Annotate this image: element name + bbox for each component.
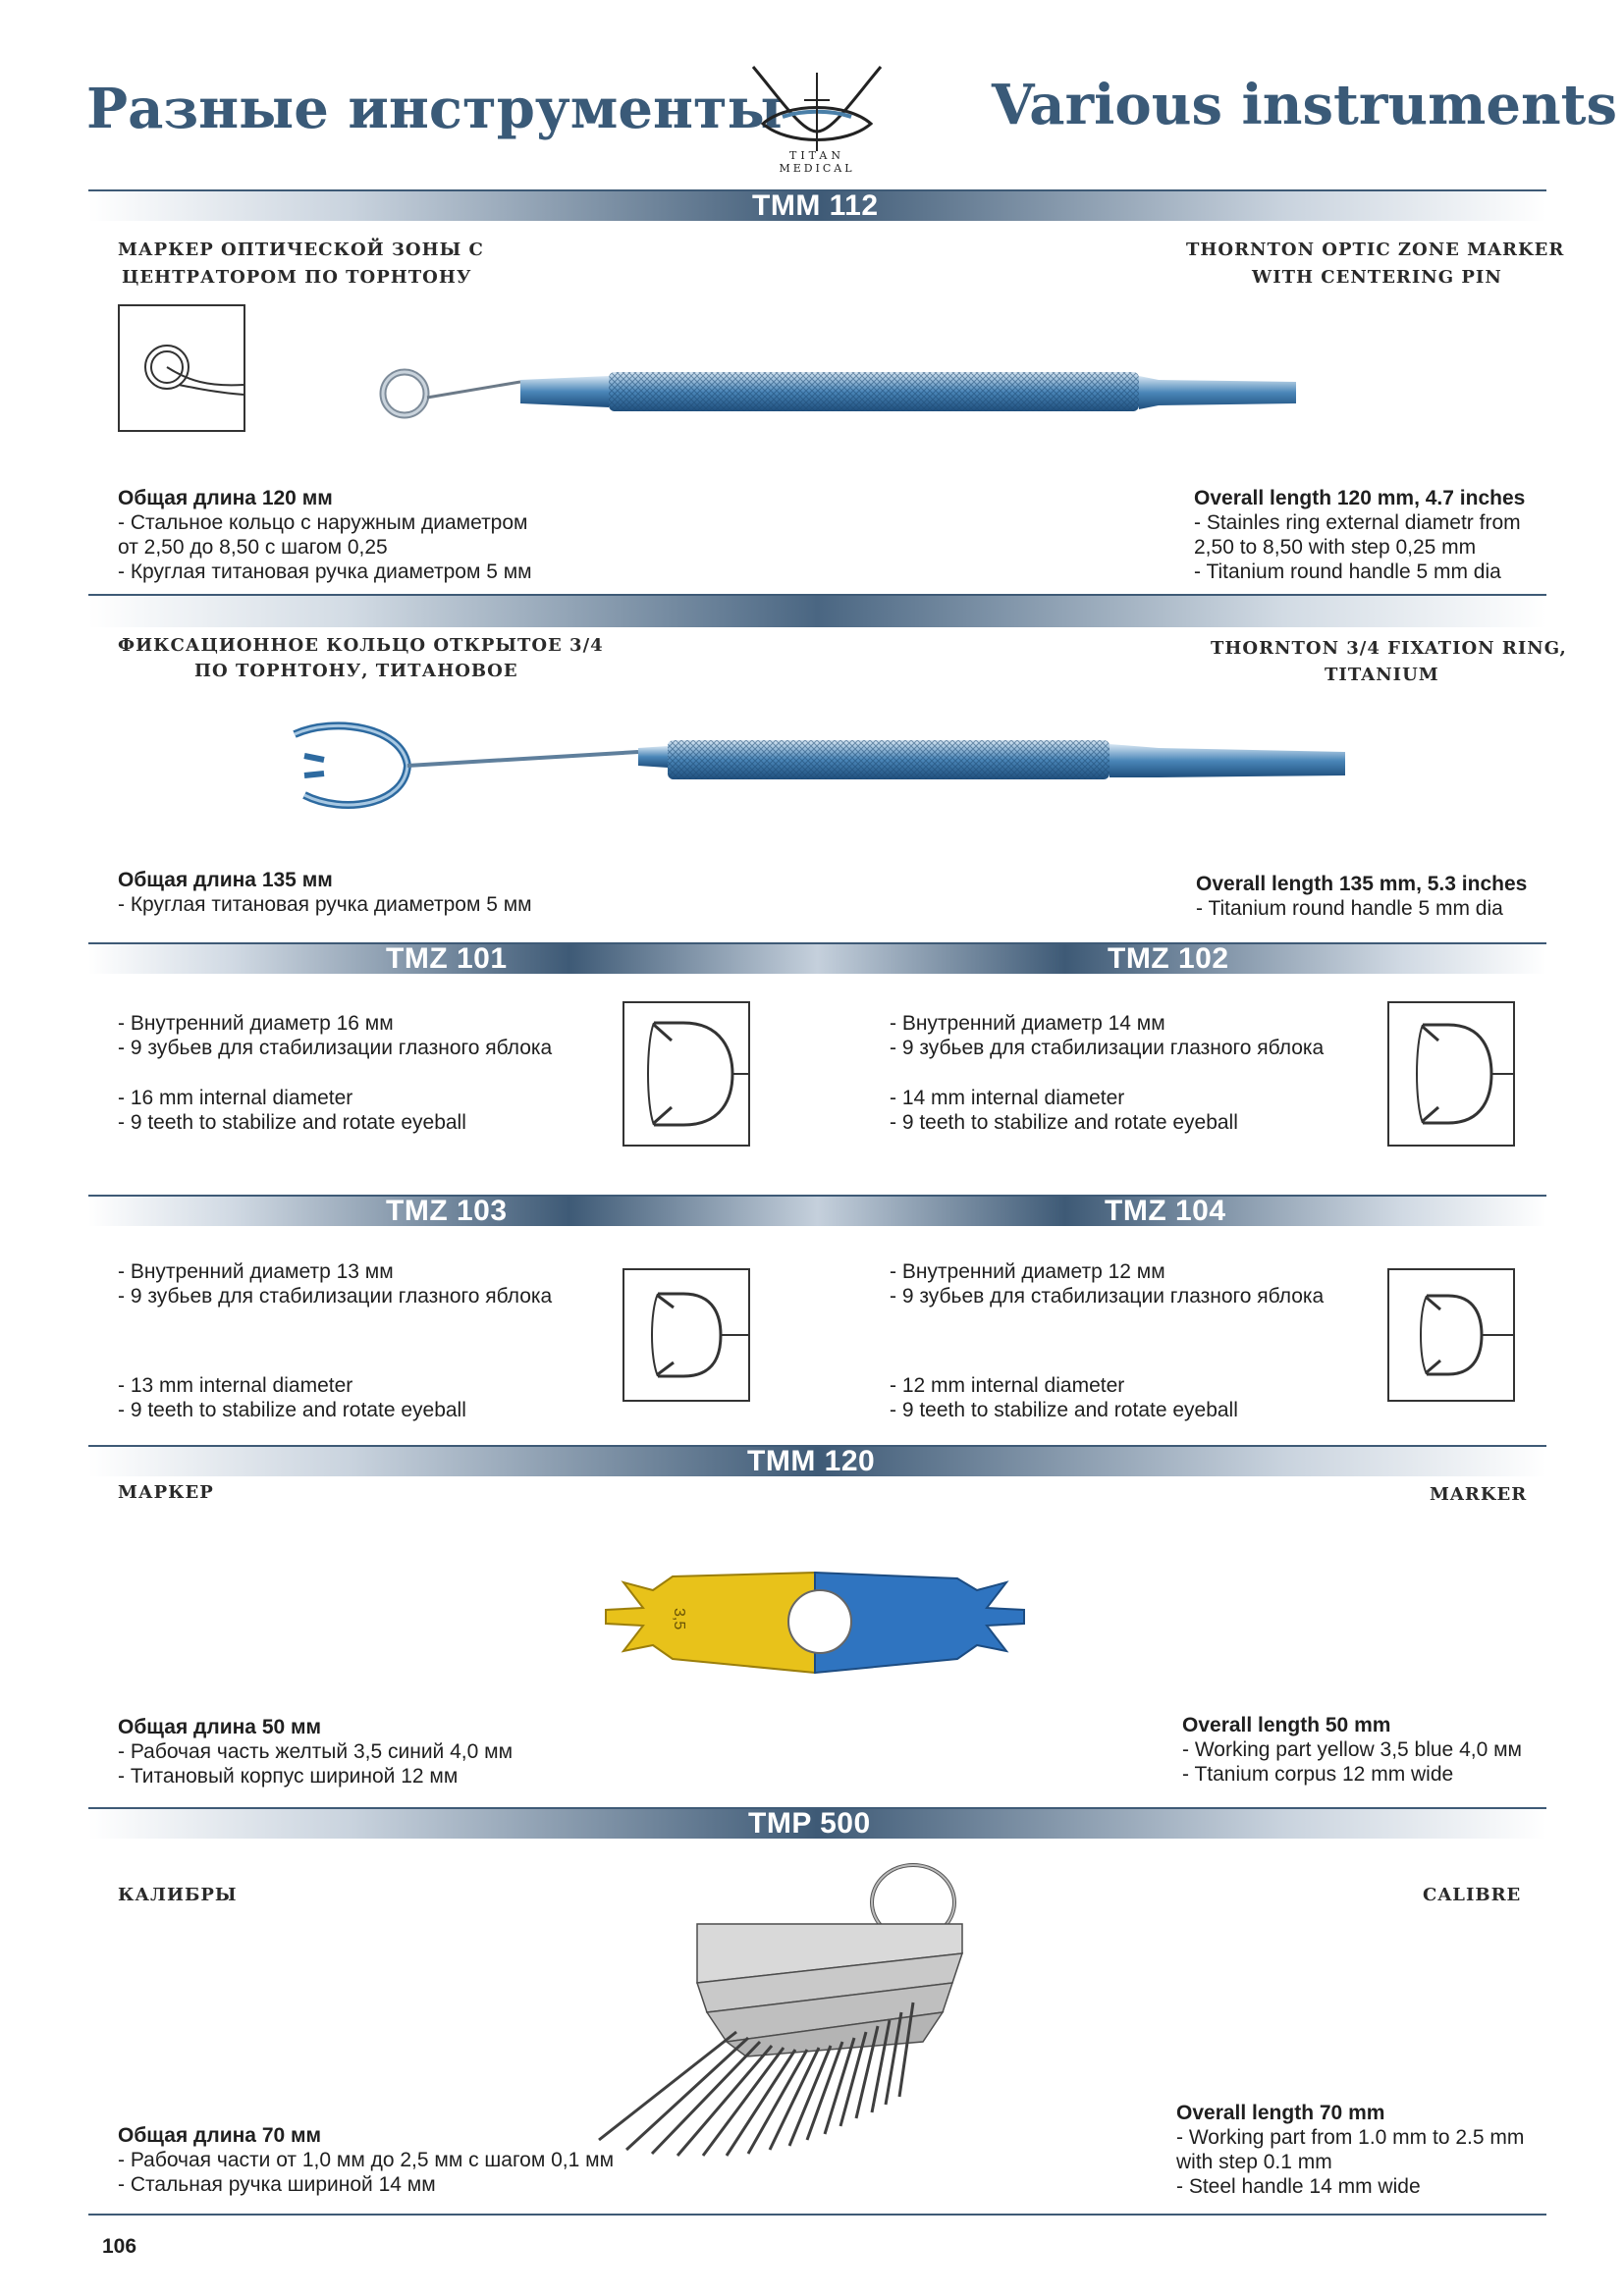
tmz104-description (890, 1259, 1324, 1422)
fixring-length-ru: Общая длина 135 мм (118, 869, 333, 891)
fixring-desc-en-line: - Titanium round handle 5 mm dia (1196, 897, 1503, 920)
tmz104-line: - 9 зубьев для стабилизации глазного яблока (890, 1285, 1325, 1308)
tmm112-desc-ru-line: - Стальное кольцо с наружным диаметром (118, 511, 528, 534)
page-title-ru: Разные инструменты (86, 77, 783, 141)
tmm112-desc-ru-line: - Круглая титановая ручка диаметром 5 мм (118, 561, 532, 583)
section-band-tmz101-102 (88, 942, 1546, 974)
tmz104-diagram (1387, 1268, 1515, 1402)
tmz103-line: - 9 зубьев для стабилизации глазного яблока (118, 1285, 553, 1308)
tmz101-description (118, 1011, 552, 1135)
fixring-instrument-image (275, 717, 1365, 825)
tmm112-desc-ru-line: от 2,50 до 8,50 с шагом 0,25 (118, 536, 388, 559)
tmp500-desc-en-line: - Working part from 1.0 mm to 2.5 mm (1176, 2126, 1525, 2149)
tmm120-desc-en-line: - Working part yellow 3,5 blue 4,0 мм (1182, 1738, 1522, 1761)
tmm112-description-en (1194, 486, 1525, 584)
tmp500-desc-ru-line: - Стальная ручка шириной 14 мм (118, 2173, 436, 2196)
tmm112-instrument-image (373, 358, 1306, 447)
tmz103-line: - 13 mm internal diameter (118, 1374, 353, 1397)
fixring-desc-ru-line: - Круглая титановая ручка диаметром 5 мм (118, 893, 532, 916)
code-tmz102: TMZ 102 (1108, 942, 1229, 975)
tmm120-marker-label: 3,5 (671, 1608, 687, 1630)
fixring-name-en-2: TITANIUM (1325, 665, 1439, 685)
tmp500-description-en (1176, 2101, 1524, 2199)
code-tmz101: TMZ 101 (386, 942, 508, 975)
tmm112-length-ru: Общая длина 120 мм (118, 487, 333, 509)
tmz103-line: - Внутренний диаметр 13 мм (118, 1260, 394, 1283)
page-number: 106 (102, 2235, 137, 2258)
tmp500-description-ru (118, 2123, 614, 2197)
tmz102-line: - Внутренний диаметр 14 мм (890, 1012, 1165, 1035)
tmz102-diagram (1387, 1001, 1515, 1147)
code-tmp500: TMP 500 (748, 1807, 871, 1840)
tmm112-length-en: Overall length 120 mm, 4.7 inches (1194, 487, 1526, 509)
tmm112-desc-en-line: 2,50 to 8,50 with step 0,25 mm (1194, 536, 1477, 559)
logo-text-medical: MEDICAL (779, 162, 855, 175)
fixring-description-ru (118, 868, 532, 917)
tmz103-line: - 9 teeth to stabilize and rotate eyeball (118, 1399, 466, 1421)
code-tmz103: TMZ 103 (386, 1195, 508, 1227)
tmz103-description (118, 1259, 552, 1422)
tmm120-description-en (1182, 1713, 1522, 1787)
code-tmm112: TMM 112 (752, 189, 879, 222)
tmm112-description-ru (118, 486, 532, 584)
tmm120-name-en: MARKER (1430, 1484, 1528, 1505)
tmm120-desc-ru-line: - Рабочая часть желтый 3,5 синий 4,0 мм (118, 1740, 514, 1763)
tmz101-line: - 9 зубьев для стабилизации глазного яблока (118, 1037, 553, 1059)
tmp500-name-ru: КАЛИБРЫ (118, 1885, 238, 1905)
logo-text-titan: TITAN (789, 149, 844, 162)
tmm112-name-en-2: WITH CENTERING PIN (1252, 267, 1502, 288)
footer-divider (88, 2214, 1546, 2216)
tmp500-desc-ru-line: - Рабочая части от 1,0 мм до 2,5 мм с шагом 0,1 мм (118, 2149, 615, 2171)
tmm112-desc-en-line: - Titanium round handle 5 mm dia (1194, 561, 1501, 583)
titan-medical-logo (743, 63, 891, 181)
section-band-fixation-ring (88, 594, 1546, 627)
section-band-tmz103-104 (88, 1195, 1546, 1226)
tmz102-line: - 9 teeth to stabilize and rotate eyeball (890, 1111, 1238, 1134)
tmp500-name-en: CALIBRE (1423, 1885, 1522, 1905)
tmm112-desc-en-line: - Stainles ring external diametr from (1194, 511, 1521, 534)
tmz104-line: - 9 teeth to stabilize and rotate eyeball (890, 1399, 1238, 1421)
tmm120-name-ru: МАРКЕР (118, 1482, 214, 1503)
tmz101-line: - 9 teeth to stabilize and rotate eyeball (118, 1111, 466, 1134)
fixring-description-en (1196, 872, 1527, 921)
tmz104-line: - Внутренний диаметр 12 мм (890, 1260, 1165, 1283)
tmm120-marker-image (604, 1569, 1026, 1677)
code-tmz104: TMZ 104 (1105, 1195, 1226, 1227)
tmm112-name-en-1: THORNTON OPTIC ZONE MARKER (1186, 240, 1565, 260)
fixring-name-ru-2: ПО ТОРНТОНУ, ТИТАНОВОЕ (194, 661, 518, 681)
tmm120-length-ru: Общая длина 50 мм (118, 1716, 322, 1738)
tmz102-line: - 9 зубьев для стабилизации глазного яблока (890, 1037, 1325, 1059)
page-title-en: Various instruments (992, 73, 1618, 137)
tmm112-tip-diagram (118, 304, 245, 432)
tmm112-name-ru-2: ЦЕНТРАТОРОМ ПО ТОРНТОНУ (122, 267, 472, 288)
tmp500-length-ru: Общая длина 70 мм (118, 2124, 322, 2147)
tmz102-line: - 14 mm internal diameter (890, 1087, 1125, 1109)
code-tmm120: TMM 120 (747, 1445, 876, 1477)
tmz101-line: - Внутренний диаметр 16 мм (118, 1012, 394, 1035)
tmm120-desc-en-line: - Ttanium corpus 12 mm wide (1182, 1763, 1454, 1786)
tmp500-desc-en-line: - Steel handle 14 mm wide (1176, 2175, 1421, 2198)
tmz101-line: - 16 mm internal diameter (118, 1087, 353, 1109)
tmm120-desc-ru-line: - Титановый корпус шириной 12 мм (118, 1765, 459, 1788)
fixring-name-en-1: THORNTON 3/4 FIXATION RING, (1211, 638, 1567, 659)
tmp500-desc-en-line: with step 0.1 mm (1176, 2151, 1332, 2173)
tmz102-description (890, 1011, 1324, 1135)
tmp500-length-en: Overall length 70 mm (1176, 2102, 1385, 2124)
tmp500-calibre-set-image (579, 1855, 992, 2160)
tmm120-description-ru (118, 1715, 513, 1789)
fixring-name-ru-1: ФИКСАЦИОННОЕ КОЛЬЦО ОТКРЫТОЕ 3/4 (118, 635, 604, 656)
tmz104-line: - 12 mm internal diameter (890, 1374, 1125, 1397)
fixring-length-en: Overall length 135 mm, 5.3 inches (1196, 873, 1528, 895)
tmm120-length-en: Overall length 50 mm (1182, 1714, 1391, 1736)
tmz103-diagram (623, 1268, 750, 1402)
tmm112-name-ru-1: МАРКЕР ОПТИЧЕСКОЙ ЗОНЫ С (118, 240, 484, 260)
tmz101-diagram (623, 1001, 750, 1147)
